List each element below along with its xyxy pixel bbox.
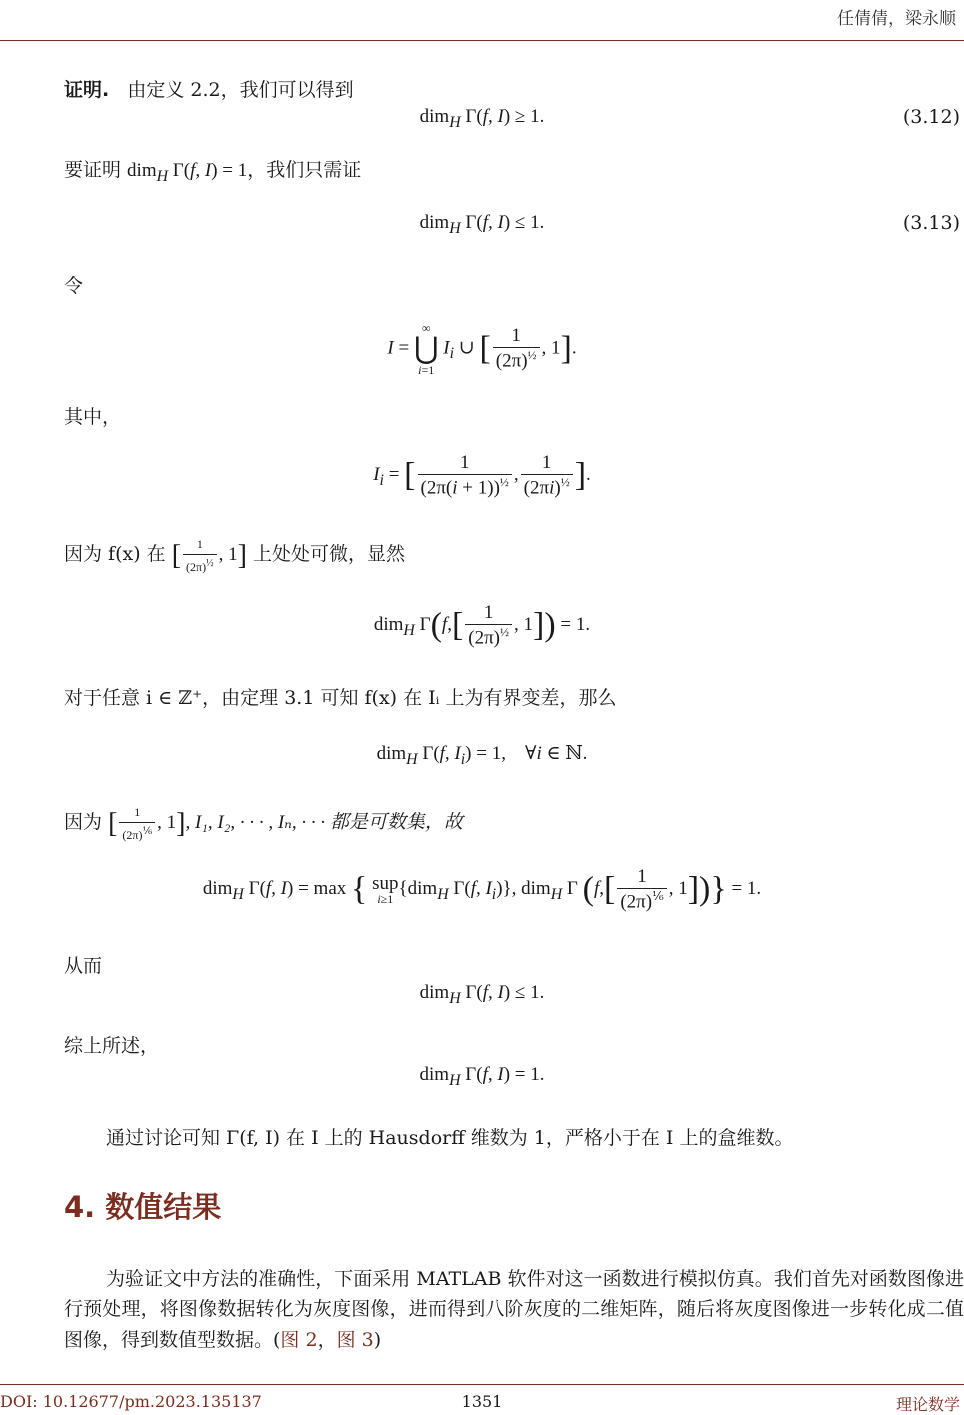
because1-line (64, 532, 952, 580)
need-prefix: 要证明 (64, 159, 128, 181)
proof-intro: 由定义 2.2，我们可以得到 (127, 79, 354, 101)
body-text: 为验证文中方法的准确性，下面采用 MATLAB 软件对这一函数进行模拟仿真。我们首先对函数图像进行预处理，将图像数据转化为灰度图像，进而得到八阶灰度的二维矩阵，随后将灰度图像进一步转化成二值图像，得到数值型数据。( (64, 1268, 964, 1351)
equation-3-13: dim$_H$ Γ(f, I) ≤ 1. (419, 212, 545, 237)
equation-max: dim$_H$ Γ(f, I) = max { sup i≥1 {dim$_H$ Γ(f, $I_i$)}, dim$_H$ Γ (f,[ $\frac{1}{(2\pi)^{\frac{1}{6}}}$ , 1])} = 1. (202, 866, 762, 913)
summary-text: 综上所述， (64, 1035, 160, 1057)
because2-suffix: , I₁, I₂, · · · , Iₙ, · · · 都是可数集，故 (185, 812, 463, 834)
equation-therefore: dim$_H$ Γ(f, I) ≤ 1. (419, 982, 545, 1007)
equation-3-12: dim$_H$ Γ(f, I) ≥ 1. (419, 106, 545, 131)
footer-doi[interactable]: DOI: 10.12677/pm.2023.135137 (0, 1392, 262, 1411)
conclusion-text: 通过讨论可知 Γ(f, I) 在 I 上的 Hausdorff 维数为 1，严格小于在 I 上的盒维数。 (106, 1127, 794, 1149)
ref-separator: ， (317, 1328, 337, 1351)
because2-line (64, 800, 952, 848)
need-suffix: ，我们只需证 (247, 159, 362, 181)
proof-label: 证明. (64, 79, 110, 101)
therefore-text: 从而 (64, 955, 103, 977)
equation-number-3-13: (3.13) (902, 212, 960, 234)
proof-intro-line (64, 74, 952, 106)
header-authors: 任倩倩，梁永顺 (837, 9, 956, 29)
footer-rule (0, 1384, 964, 1385)
figure-2-link[interactable]: 图 2 (280, 1328, 318, 1351)
ref-close: ) (373, 1328, 382, 1351)
body-paragraph (64, 1264, 964, 1355)
equation-number-3-12: (3.12) (902, 106, 960, 128)
interval-inline-2: [ $\frac{1}{(2\pi)^{\frac{1}{6}}}$ , 1] (108, 812, 185, 833)
section-title: 4. 数值结果 (64, 1190, 222, 1224)
where-text: 其中， (64, 406, 122, 428)
equation-dim-interval: dim$_H$ Γ(f,[ $\frac{1}{(2\pi)^{\frac{1}{2}}}$ , 1]) = 1. (373, 602, 591, 649)
interval-inline: [ $\frac{1}{(2\pi)^{\frac{1}{2}}}$ , 1] (172, 544, 247, 565)
for-any-text: 对于任意 i ∈ ℤ⁺，由定理 3.1 可知 f(x) 在 Iᵢ 上为有界变差，那么 (64, 687, 617, 709)
figure-3-link[interactable]: 图 3 (336, 1328, 374, 1351)
equation-union: I = ∞ ⋃ i=1 $I_i$ ∪ [ $\frac{1}{(2\pi)^{\frac{1}{2}}}$ , 1]. (387, 321, 577, 377)
because2-prefix: 因为 (64, 811, 103, 834)
footer-page-number: 1351 (461, 1392, 503, 1411)
footer-journal[interactable]: 理论数学 (895, 1395, 960, 1414)
need-math: dim$_H$ Γ(f, I) = 1 (127, 160, 248, 185)
because1-prefix: 因为 f(x) 在 (64, 543, 166, 566)
let-text: 令 (64, 275, 84, 297)
header-rule (0, 40, 964, 41)
equation-summary: dim$_H$ Γ(f, I) = 1. (419, 1064, 545, 1089)
equation-forall: dim$_H$ Γ(f, $I_i) = 1$, ∀i ∈ ℕ. (376, 743, 588, 768)
equation-Ii: $I_i$ = [ $\frac{1}{(2\pi(i + 1))^{\frac{1}{2}}}$ , $\frac{1}{(2\pi i)^{\frac{1}{2}}}$ ]. (373, 452, 591, 499)
need-line (64, 154, 952, 191)
because1-suffix: 上处处可微，显然 (252, 543, 405, 566)
